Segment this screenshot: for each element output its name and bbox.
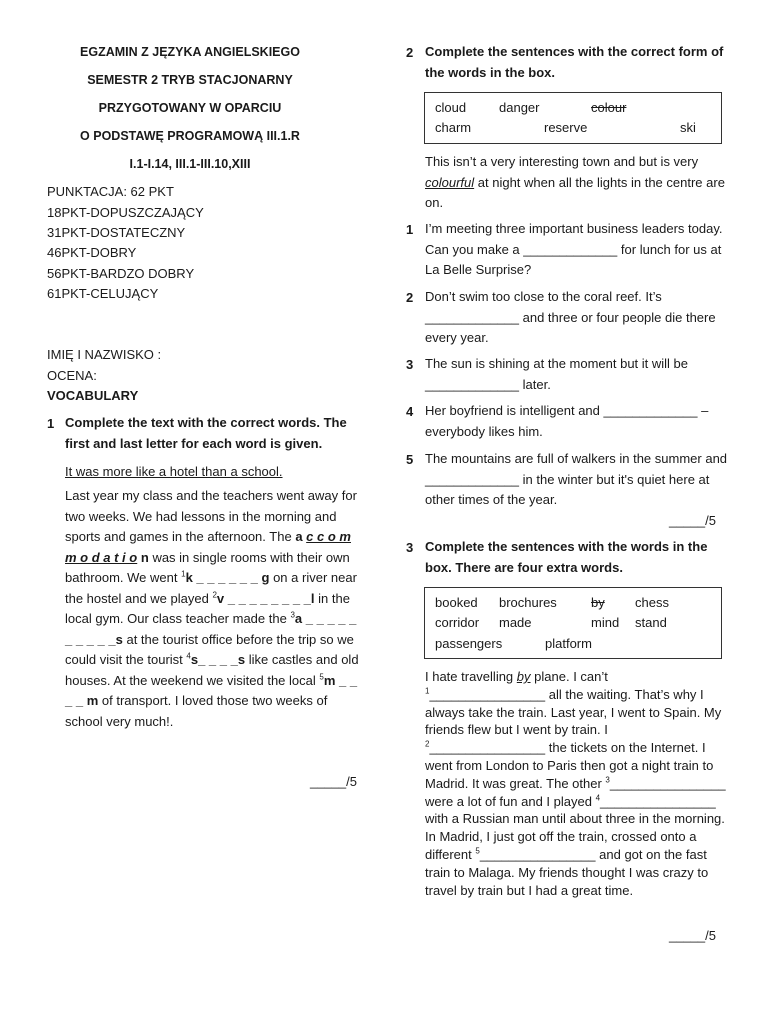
ex2-score[interactable]: _____/5 xyxy=(669,513,716,528)
ex1-score[interactable]: _____/5 xyxy=(310,774,357,789)
ex3-text: I hate travelling by plane. I can’t $^1$________________ all the waiting. That’s why I always take the train. Last year, I went to Spain. My friends flew but I went by train. I $^2$________________ the tickets on the Internet. I went from London to Paris then got a night train to Madrid. It was great. The other $^3$________________ were a lot of fun and I played $^4$________________ with a Russian man until about three in the morning. In Madrid, I just got off the train, crossed onto a different $^5$________________ and got on the fast train to Malaga. My friends thought I was crazy to travel by train but I had a great time. xyxy=(425,669,726,898)
grade-level-5: 61PKT-CELUJĄCY xyxy=(47,286,159,301)
box-word: booked xyxy=(435,595,478,610)
box-word: passengers xyxy=(435,636,503,651)
ex2-number: 2 xyxy=(406,45,414,60)
ex1-instruction: Complete the text with the correct words. The first and last letter for each word is given. xyxy=(65,415,347,451)
grade-level-1: 18PKT-DOPUSZCZAJĄCY xyxy=(47,205,204,220)
ex3-gap-5[interactable]: ________________ xyxy=(479,846,596,862)
grade-level-4: 56PKT-BARDZO DOBRY xyxy=(47,266,195,281)
total-points: PUNKTACJA: 62 PKT xyxy=(47,184,174,199)
ex3-gap-4[interactable]: ________________ xyxy=(600,793,716,809)
semester-line: SEMESTR 2 TRYB STACJONARNY xyxy=(87,73,293,87)
ex2-gap[interactable]: _____________ xyxy=(425,471,519,487)
ex2-item-number: 3 xyxy=(406,357,414,372)
ex2-gap[interactable]: _____________ xyxy=(523,241,618,257)
section-title: VOCABULARY xyxy=(47,388,139,403)
gap-1[interactable]: k _ _ _ _ _ _ g xyxy=(185,570,270,585)
ex2-item-number: 2 xyxy=(406,290,414,305)
grade-level-2: 31PKT-DOSTATECZNY xyxy=(47,225,186,240)
ex3-gap-2[interactable]: ________________ xyxy=(429,740,546,756)
grade-label: OCENA: xyxy=(47,368,97,383)
ex1-number: 1 xyxy=(47,416,55,431)
grade-level-3: 46PKT-DOBRY xyxy=(47,245,137,260)
box-word: chess xyxy=(635,595,669,610)
prepared-line: PRZYGOTOWANY W OPARCIU xyxy=(98,101,282,115)
ex2-item-number: 5 xyxy=(406,452,414,467)
ex2-instruction: Complete the sentences with the correct form of the words in the box. xyxy=(425,44,724,80)
ex2-gap[interactable]: _____________ xyxy=(425,376,519,392)
box-word: stand xyxy=(635,615,667,630)
gap-5[interactable]: m _ _ _ _ m xyxy=(65,672,358,708)
gap-4[interactable]: s_ _ _ _s xyxy=(190,652,246,667)
ex3-score[interactable]: _____/5 xyxy=(669,928,716,943)
ex1-text: Last year my class and the teachers went away for two weeks. We had lessons in the morning and sports and games in the afternoon. The a c c o m m o d a t i o n was in single rooms with their own bathroom. We went $^1$k _ _ _ _ _ _ g on a river near the hostel and we played $^2$v _ _ _ _ _ _ _ _l in the local gym. Our class teacher made the $^3$a _ _ _ _ _ _ _ _ _ _s at the tourist office before the trip so we could visit the tourist $^4$s_ _ _ _s like castles and old houses. At the weekend we visited the local $^5$m _ _ _ _ m of transport. I loved those two weeks of school very much!. xyxy=(65,488,359,729)
ex2-word-box xyxy=(424,92,722,144)
ex2-item: I’m meeting three important business leaders today. Can you make a _____________ for lunch for us at La Belle Surprise? xyxy=(425,221,723,277)
exam-title: EGZAMIN Z JĘZYKA ANGIELSKIEGO xyxy=(80,45,300,59)
name-label: IMIĘ I NAZWISKO : xyxy=(47,347,162,362)
box-word: reserve xyxy=(544,120,588,135)
ex2-gap[interactable]: _____________ xyxy=(425,309,519,325)
box-word: cloud xyxy=(435,100,467,115)
ex2-item: Her boyfriend is intelligent and _____________ – everybody likes him. xyxy=(425,403,709,439)
box-word: made xyxy=(499,615,532,630)
ex2-item: The mountains are full of walkers in the summer and _____________ in the winter but it's quiet here at other times of the year. xyxy=(425,451,728,507)
ex2-gap[interactable]: _____________ xyxy=(603,403,698,418)
box-word-used: by xyxy=(591,595,605,610)
ex2-item: The sun is shining at the moment but it will be _____________ later. xyxy=(425,356,689,392)
box-word: ski xyxy=(680,120,696,135)
box-word: charm xyxy=(435,120,472,135)
standards-line: I.1-I.14, III.1-III.10,XIII xyxy=(129,157,251,171)
box-word: mind xyxy=(591,615,620,630)
ex2-item: Don’t swim too close to the coral reef. It’s _____________ and three or four people die there every year. xyxy=(425,289,716,345)
gap-3[interactable]: a _ _ _ _ _ _ _ _ _ _s xyxy=(65,611,357,647)
box-word: platform xyxy=(545,636,592,651)
curriculum-line: O PODSTAWĘ PROGRAMOWĄ III.1.R xyxy=(80,129,300,143)
gap-2[interactable]: v _ _ _ _ _ _ _ _l xyxy=(216,590,315,606)
ex3-word-box xyxy=(424,587,722,659)
box-word-used: colour xyxy=(591,100,627,115)
ex3-number: 3 xyxy=(406,540,414,555)
ex3-gap-3[interactable]: ________________ xyxy=(609,775,726,791)
ex3-instruction: Complete the sentences with the words in the box. There are four extra words. xyxy=(425,539,708,575)
box-word: danger xyxy=(499,100,540,115)
box-word: brochures xyxy=(499,595,557,610)
ex2-item-number: 1 xyxy=(406,222,414,237)
ex3-gap-1[interactable]: ________________ xyxy=(429,686,546,702)
accommodation-word: a c c o m m o d a t i o n xyxy=(65,529,351,565)
ex2-item-number: 4 xyxy=(406,404,414,419)
box-word: corridor xyxy=(435,615,480,630)
ex2-example: This isn’t a very interesting town and but is very colourful at night when all the lights in the centre are on. xyxy=(425,154,725,210)
ex1-example: It was more like a hotel than a school. xyxy=(65,464,283,479)
